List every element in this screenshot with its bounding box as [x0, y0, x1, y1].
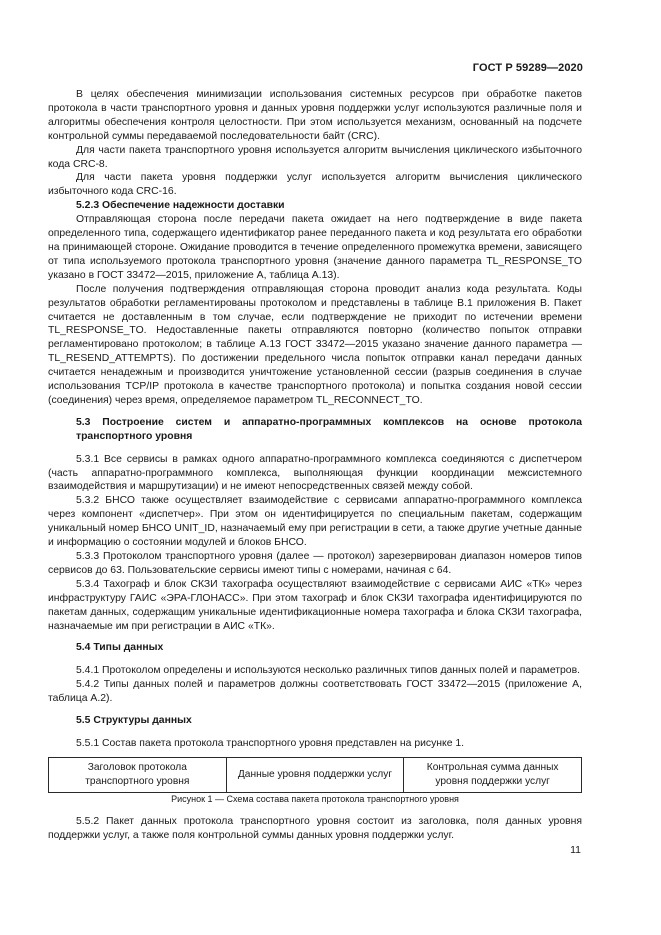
- paragraph: 5.3.4 Тахограф и блок СКЗИ тахографа осуществляют взаимодействие с сервисами АИС «ТК» через инфраструктуру ГАИС «ЭРА-ГЛОНАСС». При этом тахограф и блок СКЗИ тахографа идентифицируются по пакетам данных, содержащим уникальные идентификационные номера тахографа и блока СКЗИ тахографа, назначаемые им при регистрации в АИС «ТК».: [48, 578, 582, 632]
- paragraph: 5.3.2 БНСО также осуществляет взаимодействие с сервисами аппаратно-программного комплекса через компонент «диспетчер». При этом он идентифицируется по специальным пакетам, содержащим уникальный номер БНСО UNIT_ID, назначаемый ему при регистрации в сети, а также другие учетные данные и информацию о состоянии модулей и блоков БНСО.: [48, 495, 582, 549]
- paragraph: 5.4.1 Протоколом определены и используются несколько различных типов данных полей и параметров.: [76, 665, 580, 677]
- paragraph: После получения подтверждения отправляющая сторона проводит анализ кода результата. Коды результатов обработки регламентированы протоколом и представлены в таблице В.1 приложения В. Пакет считается не доставленным в том случае, если подтверждение не приходит по истечении времени TL_RESPONSE_TO. Недоставленные пакеты отправляются повторно (количество попыток отправки регламентировано протоколом; в таблице А.13 ГОСТ 33472—2015 указано значение данного параметра — TL_RESEND_ATTEMPTS). По достижении предельного числа попыток отправки канал передачи данных считается ненадежным и производится уничтожение установленной сессии (разрыв соединения в случае использования TCP/IP протокола в качестве транспортного протокола) и попытка создания новой сессии (соединения) через время, определяемое параметром TL_RECONNECT_TO.: [48, 283, 582, 406]
- paragraph: 5.5.2 Пакет данных протокола транспортного уровня состоит из заголовка, поля данных уровня поддержки услуг, а также поля контрольной суммы данных уровня поддержки услуг.: [48, 815, 582, 841]
- page-number: 11: [570, 844, 581, 856]
- section-heading-5-4: 5.4 Типы данных: [76, 642, 164, 654]
- figure-cell-checksum: Контрольная сумма данных уровня поддержки услуг: [404, 757, 582, 792]
- paragraph: 5.5.1 Состав пакета протокола транспортного уровня представлен на рисунке 1.: [76, 737, 465, 749]
- paragraph: 5.4.2 Типы данных полей и параметров должны соответствовать ГОСТ 33472—2015 (приложение А, таблица А.2).: [48, 679, 582, 705]
- section-heading-5-5: 5.5 Структуры данных: [76, 715, 192, 727]
- paragraph: Отправляющая сторона после передачи пакета ожидает на него подтверждение в виде пакета определенного типа, содержащего идентификатор ранее переданного пакета и код результата его обработки на принимающей стороне. Ожидание проводится в течение определенного промежутка времени, зависящего от типа используемого протокола транспортного уровня (значение данного параметра TL_RESPONSE_TO указано в ГОСТ 33472—2015, приложение А, таблица А.13).: [48, 214, 582, 281]
- figure-cell-header: Заголовок протокола транспортного уровня: [49, 757, 227, 792]
- paragraph: Для части пакета уровня поддержки услуг используется алгоритм вычисления циклического избыточного кода CRC-16.: [48, 172, 582, 198]
- paragraph: 5.3.1 Все сервисы в рамках одного аппаратно-программного комплекса соединяются с диспетчером (часть аппаратно-программного комплекса, выполняющая функции координации межсистемного взаимодействия и маршрутизации) и не имеют непосредственных связей между собой.: [48, 453, 582, 493]
- section-heading-5-2-3: 5.2.3 Обеспечение надежности доставки: [76, 200, 285, 212]
- packet-structure-figure: [48, 757, 582, 793]
- document-body: [48, 88, 582, 843]
- standard-code-header: ГОСТ Р 59289—2020: [472, 62, 583, 74]
- figure-cell-data: Данные уровня поддержки услуг: [226, 757, 404, 792]
- paragraph: 5.3.3 Протоколом транспортного уровня (далее — протокол) зарезервирован диапазон номеров типов сервисов до 63. Пользовательские сервисы имеют типы с номерами, начиная с 64.: [48, 551, 582, 576]
- section-heading-5-3: 5.3 Построение систем и аппаратно-программных комплексов на основе протокола транспортного уровня: [76, 416, 582, 442]
- paragraph: Для части пакета транспортного уровня используется алгоритм вычисления циклического избыточного кода CRC-8.: [48, 144, 582, 170]
- paragraph: В целях обеспечения минимизации использования системных ресурсов при обработке пакетов протокола в части транспортного уровня и данных уровня поддержки услуг используются различные поля и алгоритмы обеспечения контроля целостности. При этом используется механизм, основанный на подсчете контрольной суммы передаваемой последовательности байт (CRC).: [48, 89, 582, 142]
- figure-caption: Рисунок 1 — Схема состава пакета протокола транспортного уровня: [171, 793, 459, 804]
